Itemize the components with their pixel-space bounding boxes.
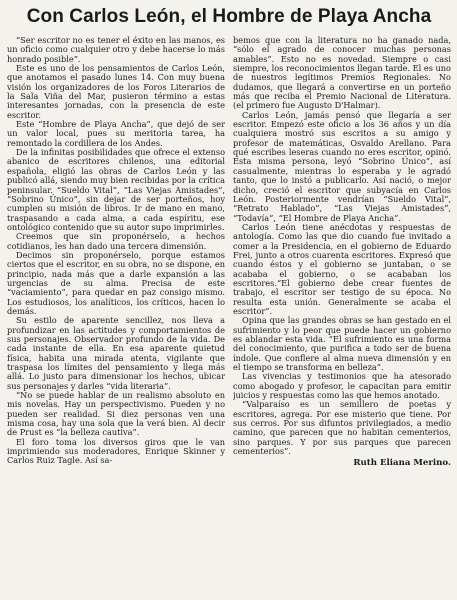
article-body	[7, 36, 451, 598]
paragraph: Este “Hombre de Playa Ancha”, que dejó de ser un valor local, pues su meritoria tarea, ha remontado la cordillera de los Andes.	[7, 119, 225, 148]
paragraph: “Valparaíso es un semillero de poetas y escritores, agrega. Por ese misterio que tiene. Por sus cerros. Por sus difuntos privilegiados, a medio camino, que parecen que no habitan cementerios, sino parques. Y por sus parques que parecen cementerios”.	[233, 399, 451, 457]
left-column	[7, 36, 225, 598]
paragraph: Creemos que sin proponérselo, a hechos cotidianos, les han dado una tercera dimensión.	[7, 231, 225, 251]
paragraph: “No se puede hablar de un realismo absoluto en mis novelas. Hay un perspectivismo. Pueden y no pueden ser realidad. Si diez personas ven una misma cosa, hay una sola que la verá bien. Al decir de Prust es “la belleza cautiva”.	[7, 390, 225, 438]
paragraph: El foro toma los diversos giros que le van imprimiendo sus moderadores, Enrique Skinner y Carlos Ruiz Tagle. Así sa-	[7, 436, 225, 466]
paragraph: Su estilo de aparente sencillez, nos lleva a profundizar en las actitudes y comportamientos de sus personajes. Observador profundo de la vida. De cada instante de ella. En esa aparente quietud física, habita una mirada atenta, vigilante que traspasa los límites del pensamiento y llega más allá. Lo justo para dimensionar los hechos, ubicar sus personajes y darles “vida literaria”.	[7, 315, 225, 391]
paragraph: Este es uno de los pensamientos de Carlos León, que anotamos el pasado lunes 14. Con muy buena visión los organizadores de los Foros Literarios de la Sala Viña del Mar, pusieron término a estas interesantes jornadas, con la presencia de este escritor.	[7, 63, 225, 120]
paragraph: Decimos sin proponérselo, porque estamos ciertos que el escritor, en su obra, no se dispone, en principio, nada más que a darle expansión a las urgencias de su alma. Precisa de este “vaciamiento”, para quedar en paz consigo mismo. Los estudiosos, los analíticos, los críticos, hacen lo demás.	[7, 249, 225, 316]
paragraph: bemos que con la literatura no ha ganado nada, “sólo el agrado de conocer muchas personas amables”. Esto no es novedad. Siempre o casi siempre, los reconocimientos llegan tarde. El es uno de nuestros legítimos Premios Regionales. No dudamos, que llegará a convertirse en un porteño más que reciba el Premio Nacional de Literatura. (el primero fue Augusto D'Halmar).	[233, 36, 451, 111]
paragraph: “Ser escritor no es tener el éxito en las manos, es un oficio como cualquier otro y debe hacerse lo más honrado posible”.	[7, 36, 225, 64]
paragraph: Carlos León, jamás pensó que llegaría a ser escritor. Empezó este oficio a los 36 años y un día cualquiera mostró sus escritos a su amigo y profesor de matemáticas, Osvaldo Arellano. Para qué escribes leseras cuando no eres escritor, opinó. Esta misma persona, leyó “Sobrino Único”, así casualmente, mientras lo esperaba y le agradó tanto, que lo instó a publicarlo. Así nació, o mejor dicho, creció el escritor que subyacía en Carlos León. Posteriormente vendrían “Sueldo Vital”, “Retrato Hablado”, “Las Viejas Amistades”, “Todavía”, “El Hombre de Playa Ancha”.	[233, 109, 451, 223]
article-headline: Con Carlos León, el Hombre de Playa Ancha	[26, 6, 432, 27]
paragraph: Carlos León tiene anécdotas y respuestas de antología. Como las que dio cuando fue invitado a comer a la Presidencia, en el gobierno de Eduardo Frei, junto a otros cuarenta escritores. Expresó que cuando éstos y el gobierno se juntaban, o se acababa el gobierno, o se acababan los escritores.“El gobierno debe crear fuentes de trabajo, el escritor ser testigo de su época. No resulta esta unión. Generalmente se acaba el escritor”.	[233, 221, 451, 316]
author-byline: Ruth Eliana Merino.	[353, 458, 451, 469]
paragraph: Las vivencias y testimonios que ha atesorado como abogado y profesor, le capacitan para emitir juicios y respuestas como las que hemos anotado.	[233, 371, 451, 401]
paragraph: De la infinitas posibilidades que ofrece el extenso abanico de escritores chilenos, una editorial española, eligió las obras de Carlos León y las publicó allá, siendo muy bien recibidas por la crítica peninsular. “Sueldo Vital”, “Las Viejas Amistades”, “Sobrino Único”, sin dejar de ser porteños, hoy cumplen su misión de libros. Ir de mano en mano, traspasando a cada alma, a cada espíritu, ese ontológico contenido que su autor supo imprimirles.	[7, 147, 225, 232]
right-column	[233, 36, 451, 598]
paragraph: Opina que las grandes obras se han gestado en el sufrimiento y lo peor que puede hacer un gobierno es ablandar esta vida. “El sufrimiento es una forma del conocimiento, que purifica a todo ser de buena índole. Que conflere al alma nueva dimensión y en el tiempo se transforma en belleza”.	[233, 315, 451, 373]
